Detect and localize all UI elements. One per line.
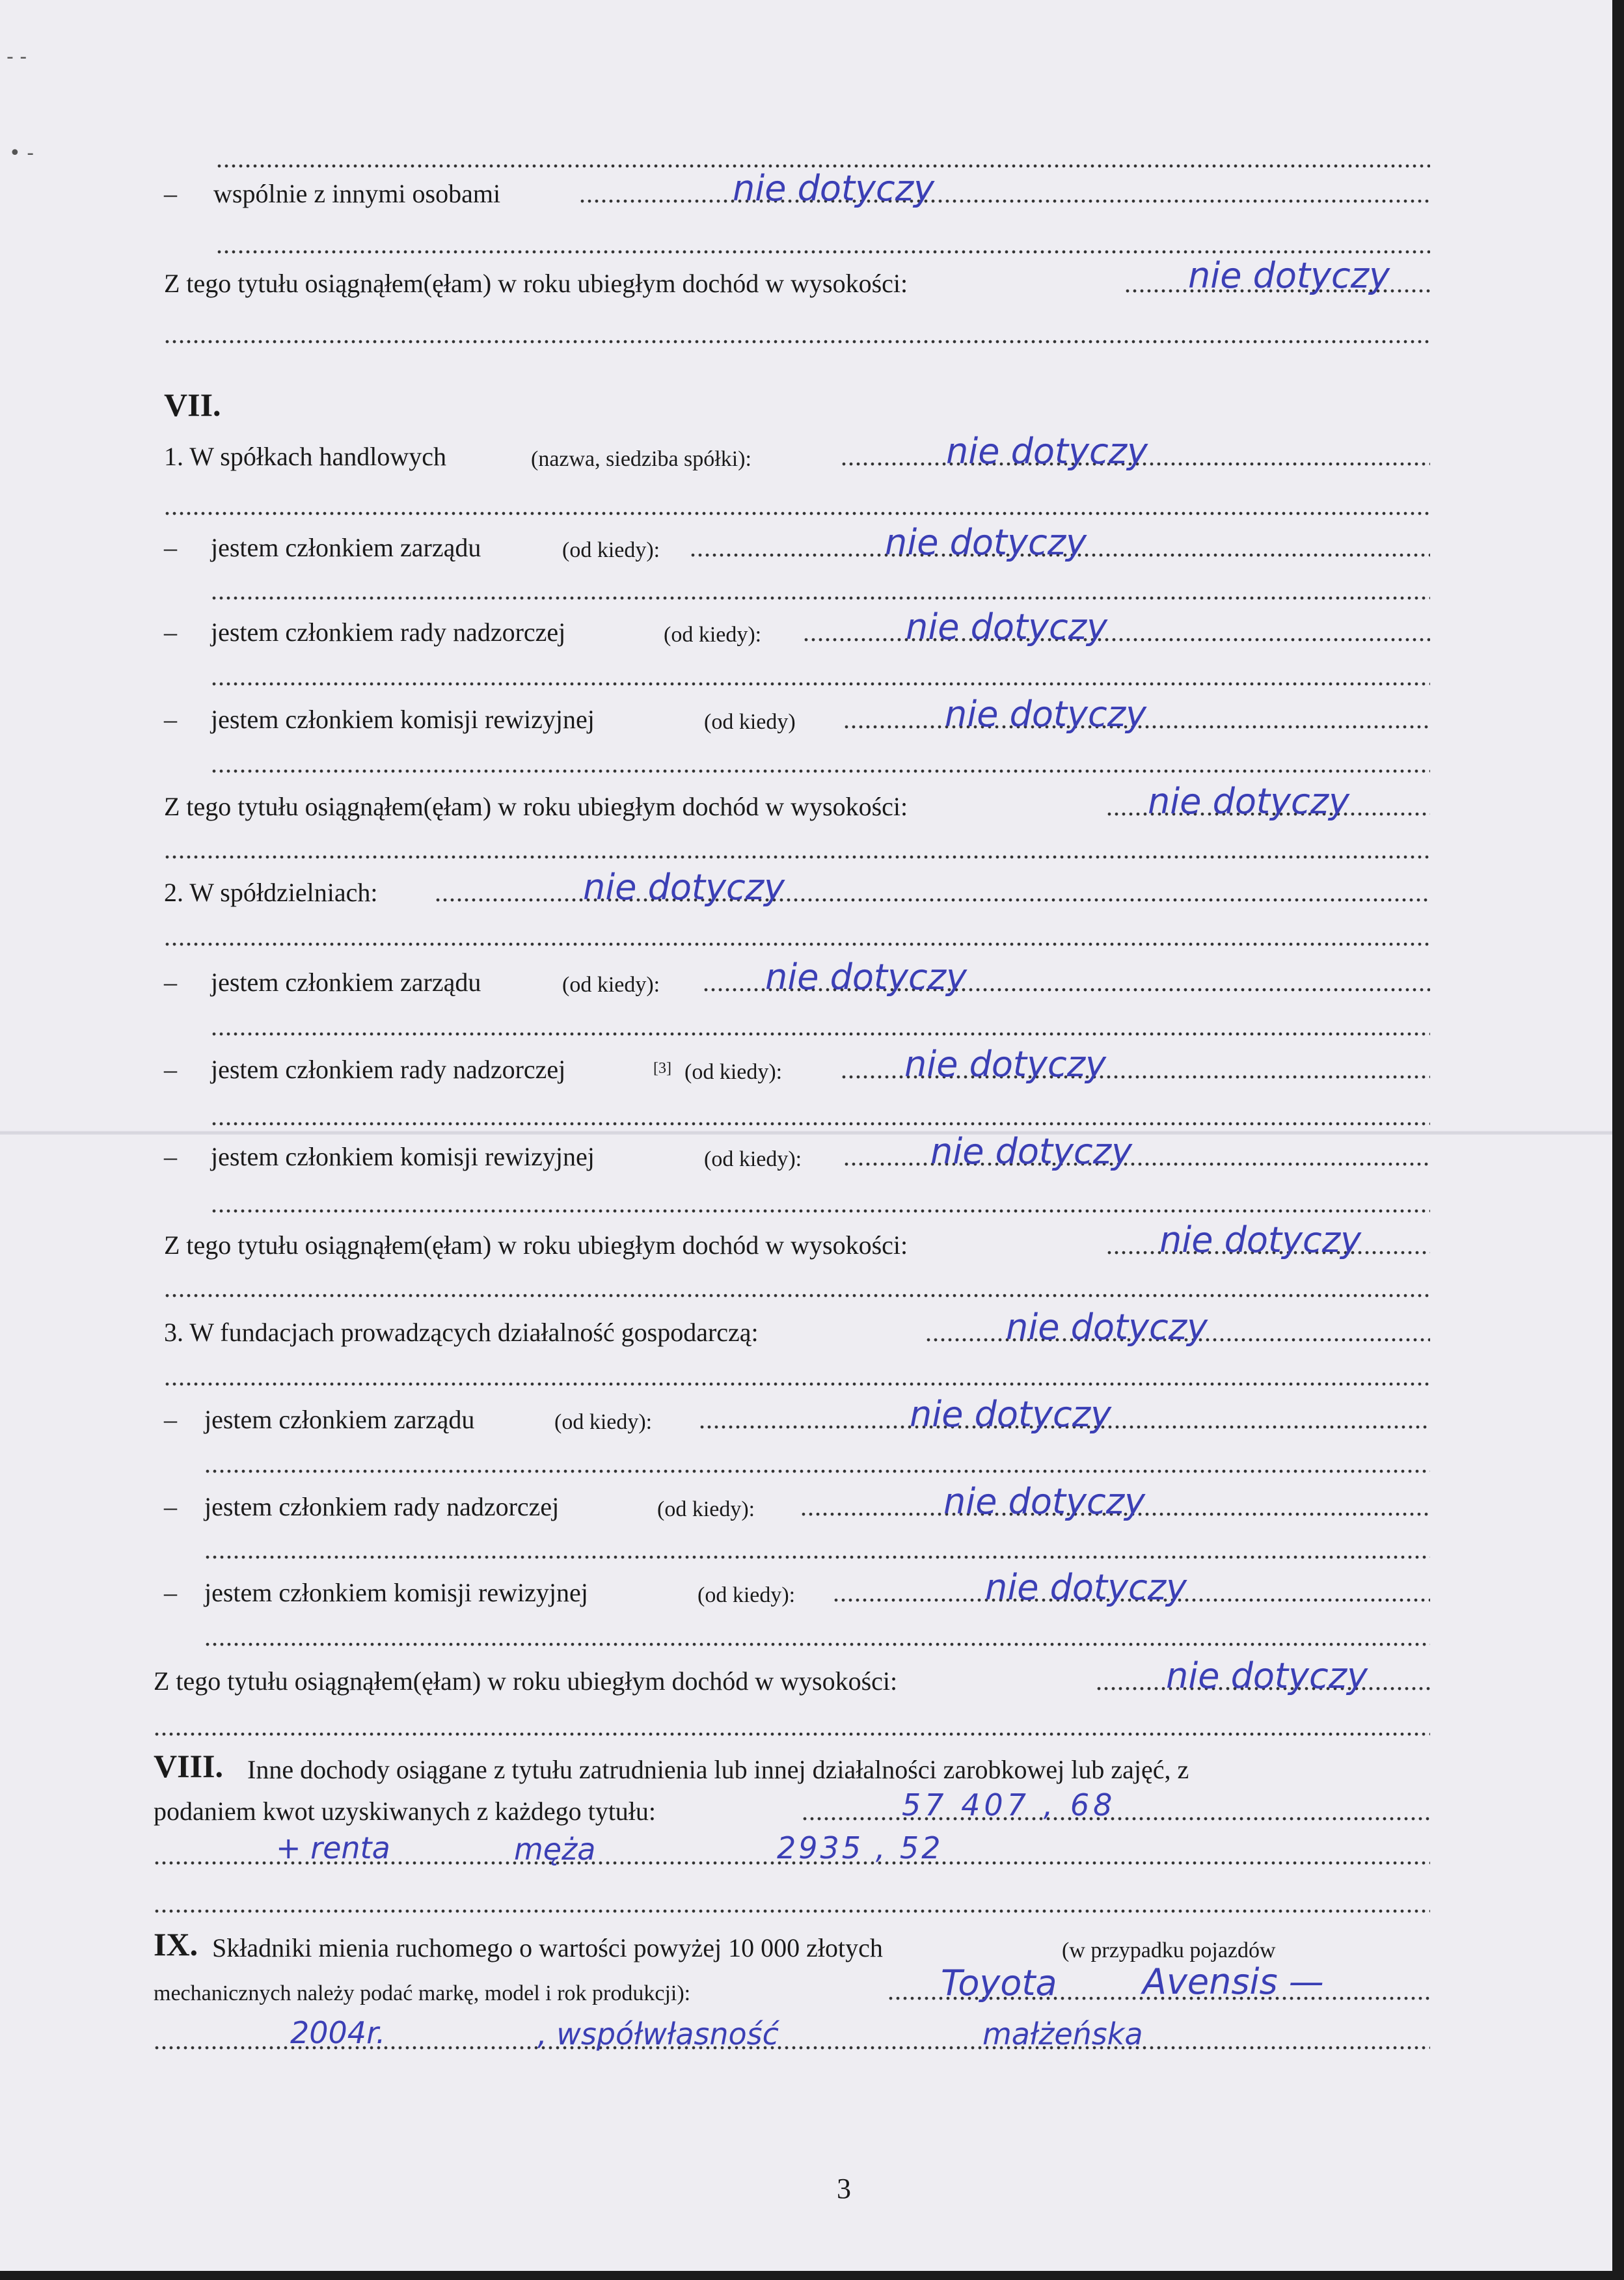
handwritten-entry: nie dotyczy	[985, 1567, 1187, 1608]
section-heading-ix: IX.	[154, 1926, 198, 1962]
field-label: jestem członkiem komisji rewizyjnej	[211, 705, 595, 734]
field-label: jestem członkiem rady nadzorczej	[211, 1055, 566, 1084]
handwritten-income: męża	[514, 1832, 596, 1867]
field-label: Inne dochody osiągane z tytułu zatrudnienia lub innej działalności zarobkowej lub zajęć, z	[247, 1755, 1189, 1784]
handwritten-income: 2935 , 52	[777, 1830, 943, 1866]
handwritten-asset: Toyota	[941, 1962, 1057, 2003]
page-number: 3	[837, 2173, 851, 2205]
handwritten-entry: nie dotyczy	[943, 1481, 1146, 1522]
field-label: jestem członkiem komisji rewizyjnej	[204, 1578, 588, 1607]
scan-speck: • -	[9, 142, 34, 165]
handwritten-income: + renta	[276, 1830, 390, 1866]
handwritten-asset: , współwłasność	[537, 2016, 779, 2052]
field-label: mechanicznych należy podać markę, model i rok produkcji):	[154, 1981, 691, 2005]
handwritten-entry: nie dotyczy	[910, 1394, 1112, 1435]
paper-fold	[0, 1131, 1624, 1135]
field-label: Z tego tytułu osiągnąłem(ęłam) w roku ubiegłym dochód w wysokości:	[164, 792, 908, 821]
handwritten-entry: nie dotyczy	[885, 522, 1087, 563]
field-label: jestem członkiem zarządu	[211, 968, 481, 997]
field-label: jestem członkiem zarządu	[211, 533, 481, 562]
handwritten-entry: nie dotyczy	[1188, 255, 1390, 296]
handwritten-entry: nie dotyczy	[1006, 1307, 1208, 1348]
field-label: jestem członkiem rady nadzorczej	[211, 618, 566, 647]
dash: –	[164, 179, 177, 208]
handwritten-entry: nie dotyczy	[583, 867, 785, 908]
handwritten-income: 57 407 , 68	[902, 1787, 1116, 1823]
handwritten-entry: nie dotyczy	[1148, 781, 1350, 822]
handwritten-asset: 2004r.	[290, 2015, 386, 2050]
field-label: jestem członkiem zarządu	[204, 1405, 475, 1434]
handwritten-entry: nie dotyczy	[946, 431, 1148, 472]
field-label: Z tego tytułu osiągnąłem(ęłam) w roku ubiegłym dochód w wysokości:	[164, 1230, 908, 1260]
handwritten-entry: nie dotyczy	[765, 957, 968, 998]
scan-border	[1612, 0, 1624, 2280]
field-label: 2. W spółdzielniach:	[164, 878, 378, 907]
handwritten-asset: Avensis —	[1143, 1961, 1324, 2002]
field-label-note: (nazwa, siedziba spółki):	[531, 447, 751, 471]
scan-border	[0, 2271, 1624, 2280]
field-label: wspólnie z innymi osobami	[213, 179, 501, 208]
field-label: 1. W spółkach handlowych	[164, 442, 447, 471]
declaration-page-3: - - • - ..... – wspólnie z innymi osobami ..... nie dotyczy ..... Z tego tytułu osiągnąłem(ęłam) w roku ubiegłym dochód w wysokości: ..... nie dotyczy ..... VII. 1. W spółkach handlowych (nazwa, siedziba spółki): ..... nie dotyczy ..... – jestem członkiem zarządu (od kiedy): ..... nie dotyczy ..... – jestem członkiem rady nadzorczej (od kiedy): ..... nie dotyczy ..... – jestem członkiem komisji rewizyjnej (od kiedy) ..... nie dotyczy ..... Z tego tytułu osiągnąłem(ęłam) w roku ubiegłym dochód w wysokości: ..... nie dotyczy ..... 2. W spółdzielniach: ..... nie dotyczy ..... – jestem członkiem zarządu (od kiedy): ..... nie dotyczy ..... – jestem członkiem rady nadzorczej [3] (od kiedy): ..... nie dotyczy ..... – jestem członkiem komisji rewizyjnej (od kiedy): ..... nie dotyczy ..... Z tego tytułu osiągnąłem(ęłam) w roku ubiegłym dochód w wysokości: ..... nie dotyczy ..... 3. W fundacjach prowadzących działalność gospodarczą: ..... nie dotyczy ..... – jestem członkiem zarządu (od kiedy): ..... nie dotyczy ..... – jestem członkiem rady nadzorczej (od kiedy): ..... nie dotyczy ..... – jestem członkiem komisji rewizyjnej (od kiedy): ..... nie dotyczy ..... Z tego tytułu osiągnąłem(ęłam) w roku ubiegłym dochód w wysokości: ..... nie dotyczy ..... VIII. Inne dochody osiągane z tytułu zatrudnienia lub innej działalności zarobkowej lub zajęć, z podaniem kwot uzyskiwanych z każdego tytułu: ..... 57 407 , 68 ..... + renta męża 2935 , 52 ..... IX. Składniki mienia ruchomego o wartości powyżej 10 000 złotych (w przypadku pojazdów mechanicznych należy podać markę, model i rok produkcji): ..... Toyota Avensis — ..... 2004r. , współwłasność małżeńska 3	[0, 0, 1624, 2280]
field-label: jestem członkiem komisji rewizyjnej	[211, 1142, 595, 1171]
handwritten-entry: nie dotyczy	[733, 168, 935, 209]
scan-speck: - -	[7, 46, 27, 68]
field-label: Składniki mienia ruchomego o wartości powyżej 10 000 złotych	[212, 1933, 883, 1962]
handwritten-entry: nie dotyczy	[1159, 1219, 1362, 1260]
section-heading-viii: VIII.	[154, 1748, 223, 1784]
field-label-note: (w przypadku pojazdów	[1062, 1938, 1276, 1962]
handwritten-entry: nie dotyczy	[1166, 1655, 1368, 1696]
field-label: Z tego tytułu osiągnąłem(ęłam) w roku ubiegłym dochód w wysokości:	[154, 1666, 898, 1696]
field-label: 3. W fundacjach prowadzących działalność gospodarczą:	[164, 1318, 759, 1347]
field-label: Z tego tytułu osiągnąłem(ęłam) w roku ubiegłym dochód w wysokości:	[164, 269, 908, 298]
handwritten-asset: małżeńska	[982, 2016, 1143, 2052]
handwritten-entry: nie dotyczy	[904, 1044, 1107, 1085]
footnote-ref: [3]	[653, 1060, 671, 1077]
handwritten-entry: nie dotyczy	[930, 1131, 1133, 1172]
field-label: podaniem kwot uzyskiwanych z każdego tytułu:	[154, 1797, 656, 1826]
handwritten-entry: nie dotyczy	[906, 606, 1108, 647]
field-label: jestem członkiem rady nadzorczej	[204, 1492, 560, 1521]
handwritten-entry: nie dotyczy	[945, 694, 1147, 735]
